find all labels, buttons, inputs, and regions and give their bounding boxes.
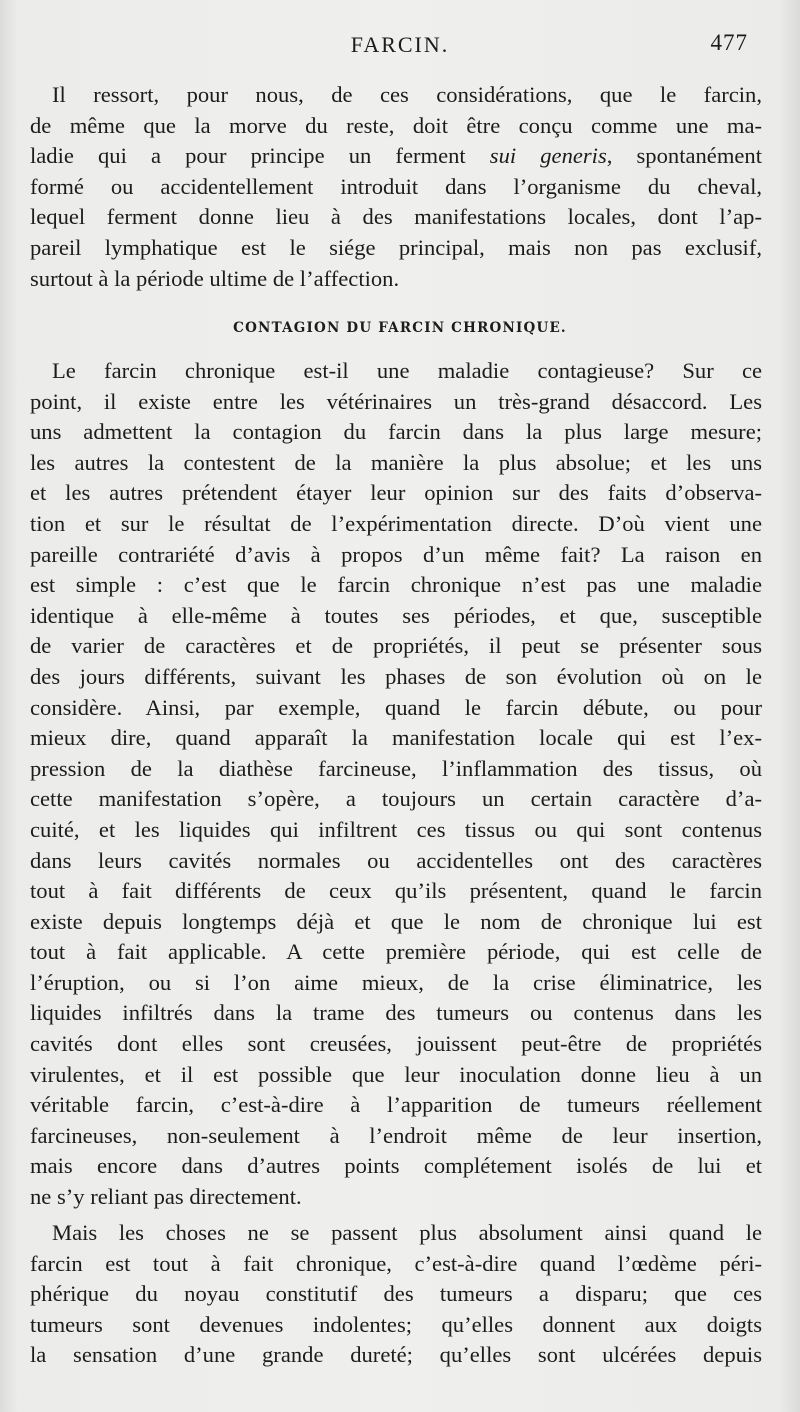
text-line: farcin est tout à fait chronique, c’est-à-dire quand l’œdème péri- [30, 1250, 762, 1276]
text-line: pression de la diathèse farcineuse, l’inflammation des tissus, où [30, 755, 762, 781]
italic-phrase: sui generis [489, 143, 607, 169]
text-line: liquides infiltrés dans la trame des tumeurs ou contenus dans les [30, 1000, 762, 1026]
text-line: pareil lymphatique est le siége principal, mais non pas exclusif, [30, 234, 762, 260]
text-line: point, il existe entre les vétérinaires un très-grand désaccord. Les [30, 388, 762, 414]
page-header [0, 30, 800, 62]
running-title: FARCIN. [350, 32, 450, 57]
text-line: tion et sur le résultat de l’expérimentation directe. D’où vient une [30, 510, 762, 536]
text-line: est simple : c’est que le farcin chronique n’est pas une maladie [30, 572, 762, 598]
text-line: virulentes, et il est possible que leur inoculation donne lieu à un [30, 1061, 762, 1087]
text-line: phérique du noyau constitutif des tumeurs a disparu; que ces [30, 1281, 762, 1307]
text-line: existe depuis longtemps déjà et que le nom de chronique lui est [30, 908, 762, 934]
text-line: tout à fait différents de ceux qu’ils présentent, quand le farcin [30, 878, 762, 904]
text-line: Il ressort, pour nous, de ces considérations, que le farcin, [52, 82, 762, 107]
section-heading: CONTAGION DU FARCIN CHRONIQUE. [233, 320, 567, 336]
paragraph-contagion [30, 356, 762, 1213]
text-line: mais encore dans d’autres points complétement isolés de lui et [30, 1153, 762, 1179]
paragraph-chronic [30, 1218, 762, 1371]
text-line: pareille contrariété d’avis à propos d’un même fait? La raison en [30, 541, 762, 567]
text-line: de même que la morve du reste, doit être conçu comme une ma- [30, 112, 762, 138]
text-line: tumeurs sont devenues indolentes; qu’elles donnent aux doigts [30, 1311, 762, 1337]
text-line: cuité, et les liquides qui infiltrent ces tissus ou qui sont contenus [30, 816, 762, 842]
text-line: cavités dont elles sont creusées, jouissent peut-être de propriétés [30, 1031, 762, 1057]
text-line: uns admettent la contagion du farcin dans la plus large mesure; [30, 419, 762, 445]
text-line: la sensation d’une grande dureté; qu’elles sont ulcérées depuis [30, 1342, 762, 1368]
text-line: de varier de caractères et de propriétés, il peut se présenter sous [30, 633, 762, 659]
text-line: des jours différents, suivant les phases de son évolution où on le [30, 663, 762, 689]
text-line-with-italic: ladie qui a pour principe un ferment sui generis, spontanément [30, 143, 762, 169]
text-line: farcineuses, non-seulement à l’endroit même de leur insertion, [30, 1122, 762, 1148]
text-line: l’éruption, ou si l’on aime mieux, de la crise éliminatrice, les [30, 969, 762, 995]
text-line: surtout à la période ultime de l’affection. [30, 265, 400, 291]
page-number: 477 [710, 30, 748, 55]
text-line: Le farcin chronique est-il une maladie contagieuse? Sur ce [52, 358, 762, 383]
text-line: lequel ferment donne lieu à des manifestations locales, dont l’ap- [30, 204, 762, 230]
text-line: les autres la contestent de la manière la plus absolue; et les uns [30, 449, 762, 475]
text-line: Mais les choses ne se passent plus absolument ainsi quand le [52, 1220, 762, 1245]
text-line: tout à fait applicable. A cette première période, qui est celle de [30, 939, 762, 965]
text-line: mieux dire, quand apparaît la manifestation locale qui est l’ex- [30, 725, 762, 751]
text-line: et les autres prétendent étayer leur opinion sur des faits d’observa- [30, 480, 762, 506]
text-line: cette manifestation s’opère, a toujours un certain caractère d’a- [30, 786, 762, 812]
text-line: dans leurs cavités normales ou accidentelles ont des caractères [30, 847, 762, 873]
text-line: formé ou accidentellement introduit dans l’organisme du cheval, [30, 173, 762, 199]
text-line: véritable farcin, c’est-à-dire à l’apparition de tumeurs réellement [30, 1092, 762, 1118]
paragraph-conclusion [30, 80, 762, 294]
text-line: identique à elle-même à toutes ses périodes, et que, susceptible [30, 602, 762, 628]
text-line: ne s’y reliant pas directement. [30, 1184, 302, 1210]
text-line: considère. Ainsi, par exemple, quand le farcin débute, ou pour [30, 694, 762, 720]
